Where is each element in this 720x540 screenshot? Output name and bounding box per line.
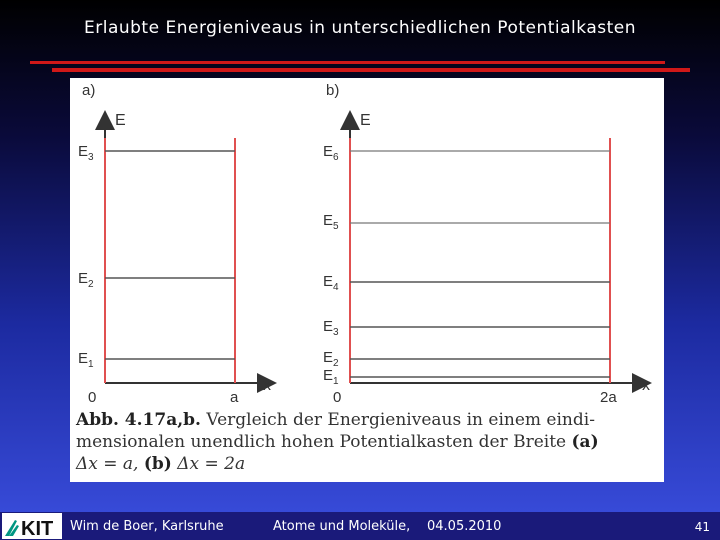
panel-b-e2-label: $E_2$: [323, 349, 339, 369]
caption-formula-b: Δx = 2a: [177, 454, 246, 474]
panel-a-label: a): [82, 82, 96, 99]
panel-a-e1-label: $E_1$: [78, 350, 94, 370]
caption-marker-a: (a): [571, 432, 599, 452]
caption-line-1: Vergleich der Energieniveaus in einem eindi-: [206, 410, 595, 430]
title-underline-bottom: [52, 68, 690, 72]
figure-caption: [76, 409, 660, 475]
footer-author: Wim de Boer, Karlsruhe: [70, 519, 224, 534]
caption-line-2: mensionalen unendlich hohen Potentialkasten der Breite: [76, 432, 567, 452]
panel-b-origin: 0: [333, 389, 342, 406]
panel-a-e3-label: $E_3$: [78, 143, 94, 163]
panel-b-e3-label: $E_3$: [323, 318, 339, 338]
caption-marker-b: (b): [143, 454, 172, 474]
slide-title: Erlaubte Energieniveaus in unterschiedlichen Potentialkasten: [84, 18, 636, 38]
kit-logo: [2, 513, 62, 539]
panel-b-label: b): [326, 82, 340, 99]
panel-b-e4-label: $E_4$: [323, 273, 339, 293]
energy-diagram: [70, 78, 664, 408]
title-underline-top: [30, 61, 665, 64]
panel-a-e2-label: $E_2$: [78, 270, 94, 290]
panel-a-x-label: x: [263, 377, 271, 394]
panel-a-width-label: a: [230, 389, 239, 406]
panel-b-y-label: E: [360, 112, 371, 129]
panel-b-width-label: 2a: [600, 389, 617, 406]
energy-level-figure: [70, 78, 664, 482]
footer-course: Atome und Moleküle,: [273, 519, 411, 534]
caption-figure-number: Abb. 4.17a,b.: [76, 410, 201, 430]
panel-b-e5-label: $E_5$: [323, 212, 339, 232]
svg-text:KIT: KIT: [21, 518, 54, 538]
kit-logo-icon: [3, 514, 61, 538]
panel-a-y-label: E: [115, 112, 126, 129]
panel-b-e1-label: $E_1$: [323, 367, 339, 387]
panel-b-e6-label: $E_6$: [323, 143, 339, 163]
page-number: 41: [694, 520, 710, 534]
caption-formula-a: Δx = a,: [76, 454, 139, 474]
panel-b-x-label: x: [642, 377, 650, 394]
footer-date: 04.05.2010: [427, 519, 502, 534]
panel-a-origin: 0: [88, 389, 97, 406]
